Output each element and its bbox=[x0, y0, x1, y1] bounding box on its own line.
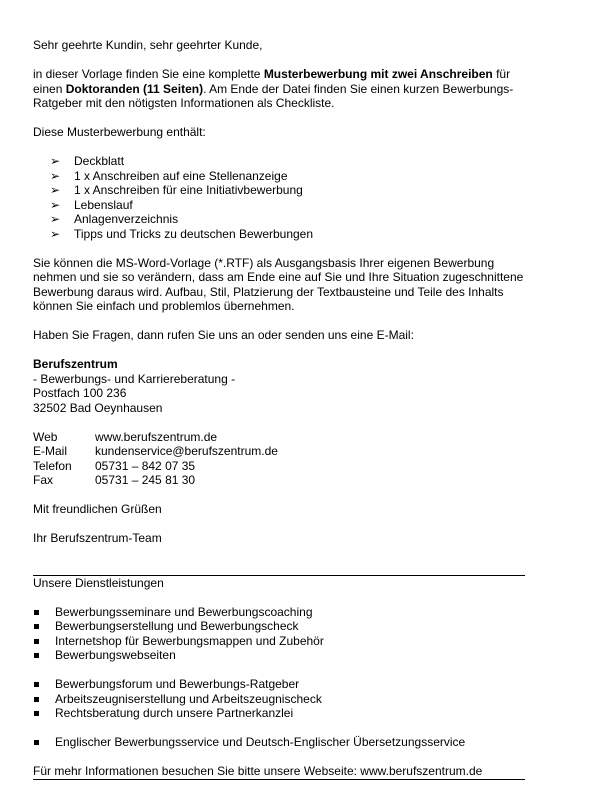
intro-bold-1: Musterbewerbung mit zwei Anschreiben bbox=[263, 67, 493, 81]
square-bullet-icon bbox=[34, 711, 39, 716]
arrow-bullet-icon: ➢ bbox=[50, 226, 61, 241]
company-city: 32502 Bad Oeynhausen bbox=[33, 400, 163, 415]
company-name bbox=[33, 357, 533, 372]
intro-paragraph bbox=[33, 67, 533, 111]
contact-label: E-Mail bbox=[33, 444, 68, 458]
arrow-bullet-icon: ➢ bbox=[50, 197, 61, 212]
contact-label: Web bbox=[33, 429, 58, 444]
services-list bbox=[33, 735, 533, 750]
arrow-bullet-icon: ➢ bbox=[50, 212, 61, 226]
list-item-label: 1 x Anschreiben auf eine Stellenanzeige bbox=[74, 168, 288, 183]
arrow-bullet-icon: ➢ bbox=[50, 154, 61, 168]
services-list bbox=[33, 605, 533, 663]
list-item-label: Bewerbungswebseiten bbox=[55, 648, 176, 662]
square-bullet-icon bbox=[34, 610, 39, 615]
phone-value: 05731 – 842 07 35 bbox=[95, 458, 196, 473]
square-bullet-icon bbox=[34, 639, 39, 644]
intro-text-2: für einen bbox=[33, 67, 511, 96]
list-item-label: Anlagenverzeichnis bbox=[74, 212, 179, 226]
services-list bbox=[33, 677, 533, 721]
list-item bbox=[33, 706, 533, 721]
company-name-text: Berufszentrum bbox=[33, 357, 118, 371]
intro-text-3: . Am Ende der Datei finden Sie einen kurzen Bewerbungs-Ratgeber mit den nötigsten Informationen als Checkliste. bbox=[33, 81, 514, 110]
signature: Ihr Berufszentrum-Team bbox=[33, 531, 162, 545]
services-heading: Unsere Dienstleistungen bbox=[33, 575, 164, 590]
list-item-label: Bewerbungsseminare und Bewerbungscoaching bbox=[55, 604, 313, 619]
email-link[interactable]: kundenservice@berufszentrum.de bbox=[95, 444, 278, 458]
fax-value: 05731 – 245 81 30 bbox=[95, 473, 196, 487]
list-item-label: Englischer Bewerbungsservice und Deutsch-Englischer Übersetzungsservice bbox=[55, 735, 466, 749]
square-bullet-icon bbox=[34, 697, 39, 702]
intro-text-1: in dieser Vorlage finden Sie eine komplette bbox=[33, 67, 264, 81]
list-item bbox=[33, 648, 533, 663]
list-item bbox=[33, 634, 533, 649]
list-item-label: Arbeitszeugniserstellung und Arbeitszeugnischeck bbox=[55, 691, 322, 706]
arrow-bullet-icon: ➢ bbox=[50, 168, 61, 183]
questions-line: Haben Sie Fragen, dann rufen Sie uns an oder senden uns eine E-Mail: bbox=[33, 328, 414, 342]
list-item bbox=[33, 677, 533, 692]
list-item-label: Bewerbungsforum und Bewerbungs-Ratgeber bbox=[55, 677, 300, 691]
intro-bold-2: Doktoranden (11 Seiten) bbox=[65, 81, 204, 96]
closing: Mit freundlichen Grüßen bbox=[33, 502, 162, 516]
list-item bbox=[50, 227, 533, 242]
footer-note: Für mehr Informationen besuchen Sie bitte unsere Webseite: www.berufszentrum.de bbox=[33, 764, 483, 778]
list-item-label: Tipps und Tricks zu deutschen Bewerbungen bbox=[74, 226, 314, 241]
divider bbox=[33, 779, 525, 780]
list-item-label: Deckblatt bbox=[74, 154, 125, 168]
list-item bbox=[33, 735, 533, 750]
contact-block bbox=[33, 430, 533, 488]
list-item-label: Rechtsberatung durch unsere Partnerkanzlei bbox=[55, 706, 294, 720]
list-item bbox=[50, 212, 533, 227]
web-link[interactable]: www.berufszentrum.de bbox=[95, 429, 218, 444]
square-bullet-icon bbox=[34, 624, 39, 629]
list-item bbox=[33, 692, 533, 707]
arrow-bullet-icon: ➢ bbox=[50, 183, 61, 197]
square-bullet-icon bbox=[34, 682, 39, 687]
square-bullet-icon bbox=[34, 740, 39, 745]
list-item bbox=[50, 169, 533, 184]
greeting: Sehr geehrte Kundin, sehr geehrter Kunde, bbox=[33, 38, 263, 52]
list-item bbox=[50, 198, 533, 213]
list-item bbox=[33, 605, 533, 620]
list-item-label: 1 x Anschreiben für eine Initiativbewerbung bbox=[74, 183, 303, 197]
company-tagline: - Bewerbungs- und Karriereberatung - bbox=[33, 371, 236, 386]
document-page bbox=[33, 38, 533, 780]
list-item-label: Internetshop für Bewerbungsmappen und Zubehör bbox=[55, 633, 324, 648]
list-item bbox=[50, 154, 533, 169]
contents-list bbox=[33, 154, 533, 241]
contact-label: Telefon bbox=[33, 458, 72, 473]
company-postbox: Postfach 100 236 bbox=[33, 386, 127, 400]
list-item bbox=[33, 619, 533, 634]
contact-label: Fax bbox=[33, 473, 54, 487]
contents-heading: Diese Musterbewerbung enthält: bbox=[33, 125, 206, 139]
list-item bbox=[50, 183, 533, 198]
list-item-label: Lebenslauf bbox=[74, 197, 133, 212]
usage-paragraph: Sie können die MS-Word-Vorlage (*.RTF) als Ausgangsbasis Ihrer eigenen Bewerbung nehmen und sie so verändern, dass am Ende eine auf Sie und Ihre Situation zugeschnittene Bewerbung daraus wird. Aufbau, Stil, Platzierung der Textbausteine und Teile des Inhalts können Sie einfach und problemlos übernehmen. bbox=[33, 255, 524, 313]
list-item-label: Bewerbungserstellung und Bewerbungscheck bbox=[55, 619, 299, 633]
square-bullet-icon bbox=[34, 653, 39, 658]
